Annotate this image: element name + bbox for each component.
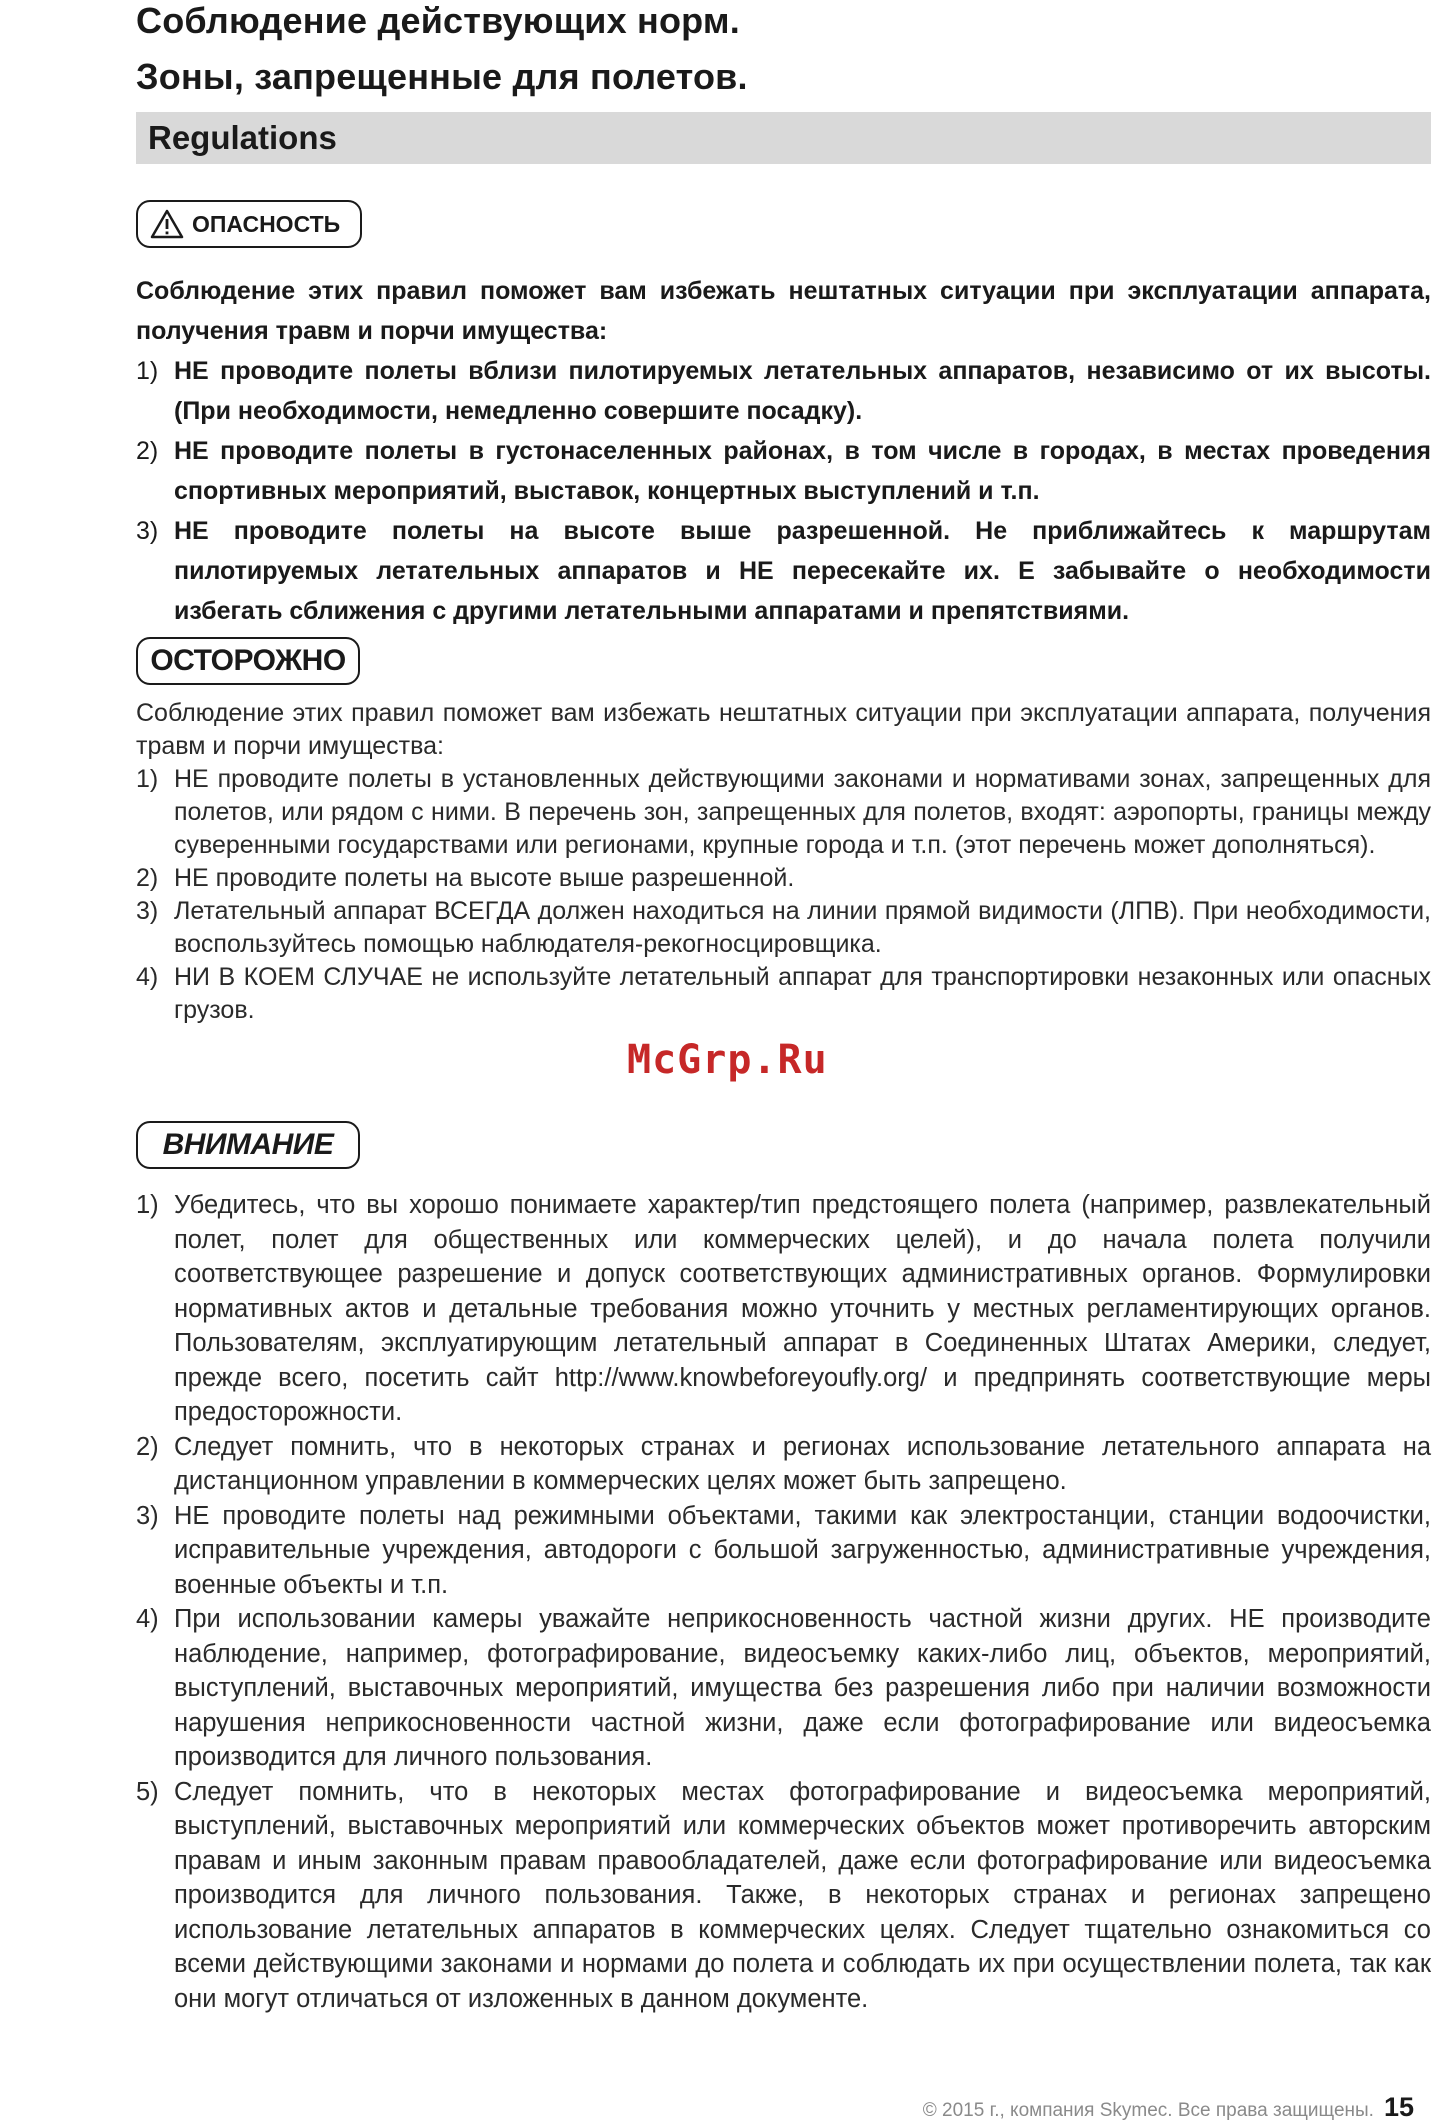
list-item <box>136 961 1431 1027</box>
list-item <box>136 862 1431 895</box>
page-number: 15 <box>1383 2092 1414 2122</box>
caution-badge: ОСТОРОЖНО <box>136 637 360 685</box>
danger-intro: Соблюдение этих правил поможет вам избежать нештатных ситуации при эксплуатации аппарата, получения травм и порчи имущества: <box>136 277 1431 345</box>
list-number: 1) <box>136 1191 159 1219</box>
list-number: 1) <box>136 357 159 385</box>
list-item <box>136 431 1431 511</box>
notice-badge: ВНИМАНИЕ <box>136 1121 360 1169</box>
list-item <box>136 1602 1431 1775</box>
list-number: 4) <box>136 963 159 991</box>
page-footer <box>923 2092 1414 2123</box>
notice-section <box>136 1188 1431 2016</box>
list-text: НЕ проводите полеты над режимными объектами, такими как электростанции, станции водоочистки, исправительные учреждения, автодороги с большой загруженностью, административные учреждения, военные объекты и т.п. <box>174 1501 1431 1599</box>
list-item <box>136 1499 1431 1603</box>
list-item <box>136 1430 1431 1499</box>
list-number: 5) <box>136 1777 159 1806</box>
danger-section <box>136 271 1431 631</box>
danger-badge-label: ОПАСНОСТЬ <box>192 210 341 237</box>
list-item <box>136 1188 1431 1430</box>
list-number: 2) <box>136 864 159 892</box>
warning-triangle-icon <box>150 209 184 239</box>
list-item <box>136 1775 1431 2017</box>
list-item <box>136 511 1431 631</box>
list-text: Летательный аппарат ВСЕГДА должен находиться на линии прямой видимости (ЛПВ). При необходимости, воспользуйтесь помощью наблюдателя-рекогносцировщика. <box>174 897 1431 958</box>
list-number: 3) <box>136 1501 159 1530</box>
caution-intro: Соблюдение этих правил поможет вам избежать нештатных ситуации при эксплуатации аппарата, получения травм и порчи имущества: <box>136 699 1431 760</box>
list-number: 4) <box>136 1605 159 1633</box>
list-text: НИ В КОЕМ СЛУЧАЕ не используйте летательный аппарат для транспортировки незаконных или опасных грузов. <box>174 963 1431 1024</box>
list-item <box>136 351 1431 431</box>
caution-section <box>136 697 1431 1027</box>
page-title: Соблюдение действующих норм. <box>136 0 740 41</box>
list-text: Следует помнить, что в некоторых странах и регионах использование летательного аппарата на дистанционном управлении в коммерческих целях может быть запрещено. <box>174 1432 1431 1495</box>
list-text: НЕ проводите полеты на высоте выше разрешенной. <box>174 864 795 892</box>
list-number: 2) <box>136 1432 159 1461</box>
danger-badge <box>136 200 362 248</box>
list-text: НЕ проводите полеты в установленных действующими законами и нормативами зонах, запрещенных для полетов, или рядом с ними. В перечень зон, запрещенных для полетов, входят: аэропорты, границы между суверенными государствами или регионами, крупные города и т.п. (этот перечень может дополняться). <box>174 765 1431 859</box>
list-text: НЕ проводите полеты вблизи пилотируемых летательных аппаратов, независимо от их высоты. (При необходимости, немедленно совершите посадку). <box>174 357 1431 425</box>
list-item <box>136 895 1431 961</box>
list-text: При использовании камеры уважайте неприкосновенность частной жизни других. НЕ производите наблюдение, например, фотографирование, видеосъемку каких-либо лиц, объектов, мероприятий, выступлений, выставочных мероприятий, имущества без разрешения либо при наличии возможности нарушения неприкосновенности частной жизни, даже если фотографирование или видеосъемка производится для личного пользования. <box>174 1605 1431 1771</box>
watermark: McGrp.Ru <box>627 1037 828 1083</box>
list-number: 1) <box>136 765 159 793</box>
list-item <box>136 763 1431 862</box>
list-text: НЕ проводите полеты на высоте выше разрешенной. Не приближайтесь к маршрутам пилотируемых летательных аппаратов и НЕ пересекайте их. Е забывайте о необходимости избегать сближения с другими летательными аппаратами и препятствиями. <box>174 517 1431 625</box>
copyright-text: © 2015 г., компания Skymec. Все права защищены. <box>922 2100 1374 2121</box>
list-text: Убедитесь, что вы хорошо понимаете характер/тип предстоящего полета (например, развлекательный полет, полет для общественных или коммерческих целей), и до начала полета получили соответствующее разрешение и допуск соответствующих административных органов. Формулировки нормативных актов и детальные требования можно уточнить у местных регламентирующих органов. Пользователям, эксплуатирующим летательный аппарат в Соединенных Штатах Америки, следует, прежде всего, посетить сайт http://www.knowbeforeyoufly.org/ и предпринять соответствующие меры предосторожности. <box>174 1191 1431 1426</box>
list-text: Следует помнить, что в некоторых местах фотографирование и видеосъемка мероприятий, выступлений, выставочных мероприятий или коммерческих объектов может противоречить авторским правам и иным законным правам правообладателей, даже если фотографирование или видеосъемка производится для личного пользования. Также, в некоторых странах и регионах запрещено использование летательных аппаратов в коммерческих целях. Следует тщательно ознакомиться со всеми действующими законами и нормами до полета и соблюдать их при осуществлении полета, так как они могут отличаться от изложенных в данном документе. <box>174 1777 1431 2013</box>
list-text: НЕ проводите полеты в густонаселенных районах, в том числе в городах, в местах проведения спортивных мероприятий, выставок, концертных выступлений и т.п. <box>174 437 1431 505</box>
list-number: 2) <box>136 437 159 465</box>
list-number: 3) <box>136 517 159 545</box>
list-number: 3) <box>136 897 159 925</box>
section-header-regulations: Regulations <box>136 112 1431 164</box>
page-subtitle: Зоны, запрещенные для полетов. <box>136 56 748 97</box>
